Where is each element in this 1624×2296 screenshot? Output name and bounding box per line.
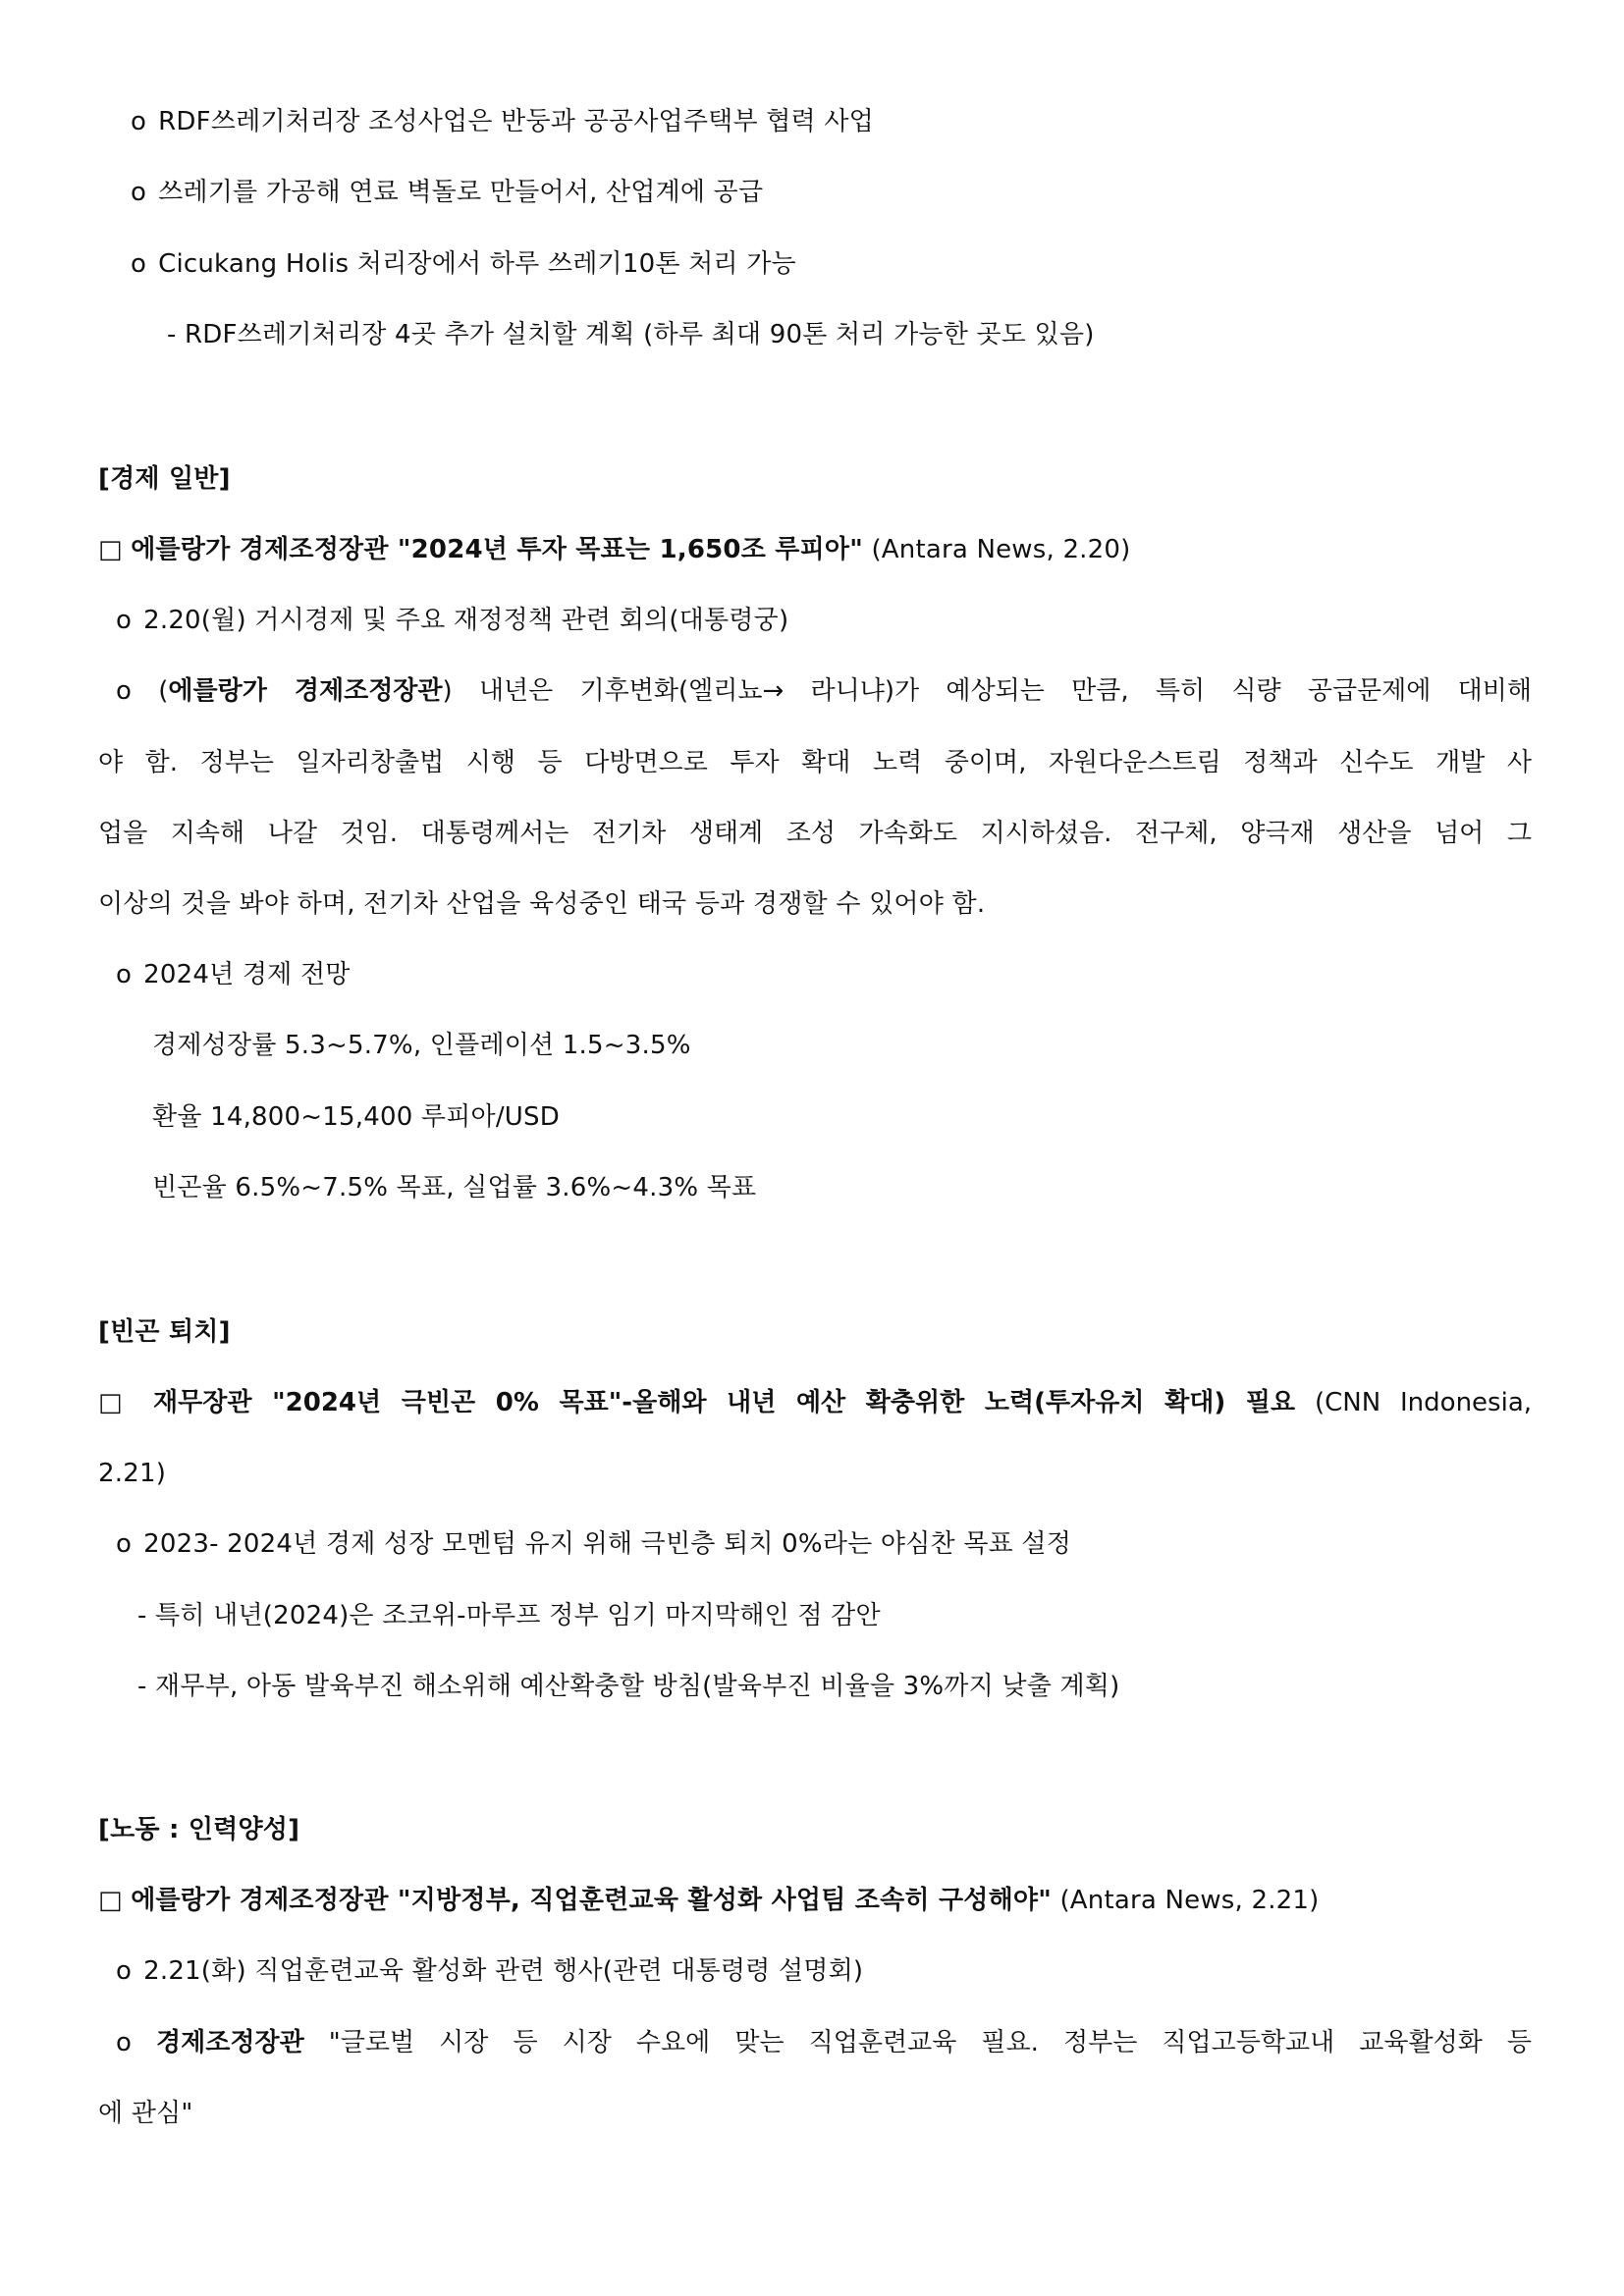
article-title: 에를랑가 경제조정장관 "2024년 투자 목표는 1,650조 루피아" [131,535,863,564]
list-item: o 2024년 경제 전망 [116,960,351,989]
outlook-line: 환율 14,800~15,400 루피아/USD [152,1102,560,1132]
article-source: (CNN Indonesia, [1314,1388,1533,1417]
article-headline [98,1385,1532,1420]
list-item: o 2.21(화) 직업훈련교육 활성화 관련 행사(관련 대통령령 설명회) [116,1956,864,1986]
checkbox-glyph: □ [98,1886,123,1915]
article-source: (Antara News, 2.20) [871,535,1131,564]
bullet-circle: o [116,1529,133,1559]
bullet-circle: o [116,2028,132,2057]
outlook-line: 경제성장률 5.3~5.7%, 인플레이션 1.5~3.5% [152,1031,691,1060]
bullet-circle: o [131,249,147,279]
section-header: [경제 일반] [98,464,231,494]
section-header: [빈곤 퇴치] [98,1317,231,1347]
list-item: o 2023- 2024년 경제 성장 모멘텀 유지 위해 극빈층 퇴치 0%라는 야심찬 목표 설정 [116,1529,1072,1559]
article-headline [98,532,1130,567]
article-source: (Antara News, 2.21) [1059,1886,1320,1915]
section-header: [노동 : 인력양성] [98,1815,300,1844]
list-item: o RDF쓰레기처리장 조성사업은 반둥과 공공사업주택부 협력 사업 [131,107,874,136]
speaker-name: 경제조정장관 [156,2028,304,2057]
article-headline [98,1883,1320,1918]
bullet-circle: o [116,1956,133,1986]
sub-list-item: - 재무부, 아동 발육부진 해소위해 예산확충할 방침(발육부진 비율을 3%까지 낮출 계획) [137,1672,1120,1701]
article-title: 에를랑가 경제조정장관 "지방정부, 직업훈련교육 활성화 사업팀 조속히 구성해야" [131,1886,1052,1915]
speaker-name: 에를랑가 경제조정장관 [168,676,443,706]
checkbox-glyph: □ [98,1388,135,1417]
paragraph-line: 업을 지속해 나갈 것임. 대통령께서는 전기차 생태계 조성 가속화도 지시하셨음. 전구체, 양극재 생산을 넘어 그 [98,819,1532,848]
list-item: o 2.20(월) 거시경제 및 주요 재정정책 관련 회의(대통령궁) [116,606,789,635]
paragraph-line: 에 관심" [98,2099,193,2128]
paragraph-line: o (에를랑가 경제조정장관) 내년은 기후변화(엘리뇨→ 라니냐)가 예상되는 만큼, 특히 식량 공급문제에 대비해 [116,676,1533,706]
article-source-continued: 2.21) [98,1459,167,1488]
sub-list-item: - RDF쓰레기처리장 4곳 추가 설치할 계획 (하루 최대 90톤 처리 가능한 곳도 있음) [167,320,1095,349]
bullet-circle: o [131,107,147,136]
outlook-line: 빈곤율 6.5%~7.5% 목표, 실업률 3.6%~4.3% 목표 [152,1173,757,1202]
article-title: 재무장관 "2024년 극빈곤 0% 목표"-올해와 내년 예산 확충위한 노력(투자유치 확대) 필요 [153,1388,1296,1417]
paragraph-line: 야 함. 정부는 일자리창출법 시행 등 다방면으로 투자 확대 노력 중이며, 자원다운스트림 정책과 신수도 개발 사 [98,748,1532,777]
bullet-circle: o [131,178,147,207]
list-item: o Cicukang Holis 처리장에서 하루 쓰레기10톤 처리 가능 [131,249,796,279]
bullet-circle: o [116,606,133,635]
paragraph-line: o 경제조정장관 "글로벌 시장 등 시장 수요에 맞는 직업훈련교육 필요. 정부는 직업고등학교내 교육활성화 등 [116,2028,1533,2057]
bullet-circle: o [116,676,132,706]
paragraph-line: 이상의 것을 봐야 하며, 전기차 산업을 육성중인 태국 등과 경쟁할 수 있어야 함. [98,889,986,919]
sub-list-item: - 특히 내년(2024)은 조코위-마루프 정부 임기 마지막해인 점 감안 [137,1601,881,1630]
list-item: o 쓰레기를 가공해 연료 벽돌로 만들어서, 산업계에 공급 [131,178,764,207]
checkbox-glyph: □ [98,535,123,564]
bullet-circle: o [116,960,133,989]
